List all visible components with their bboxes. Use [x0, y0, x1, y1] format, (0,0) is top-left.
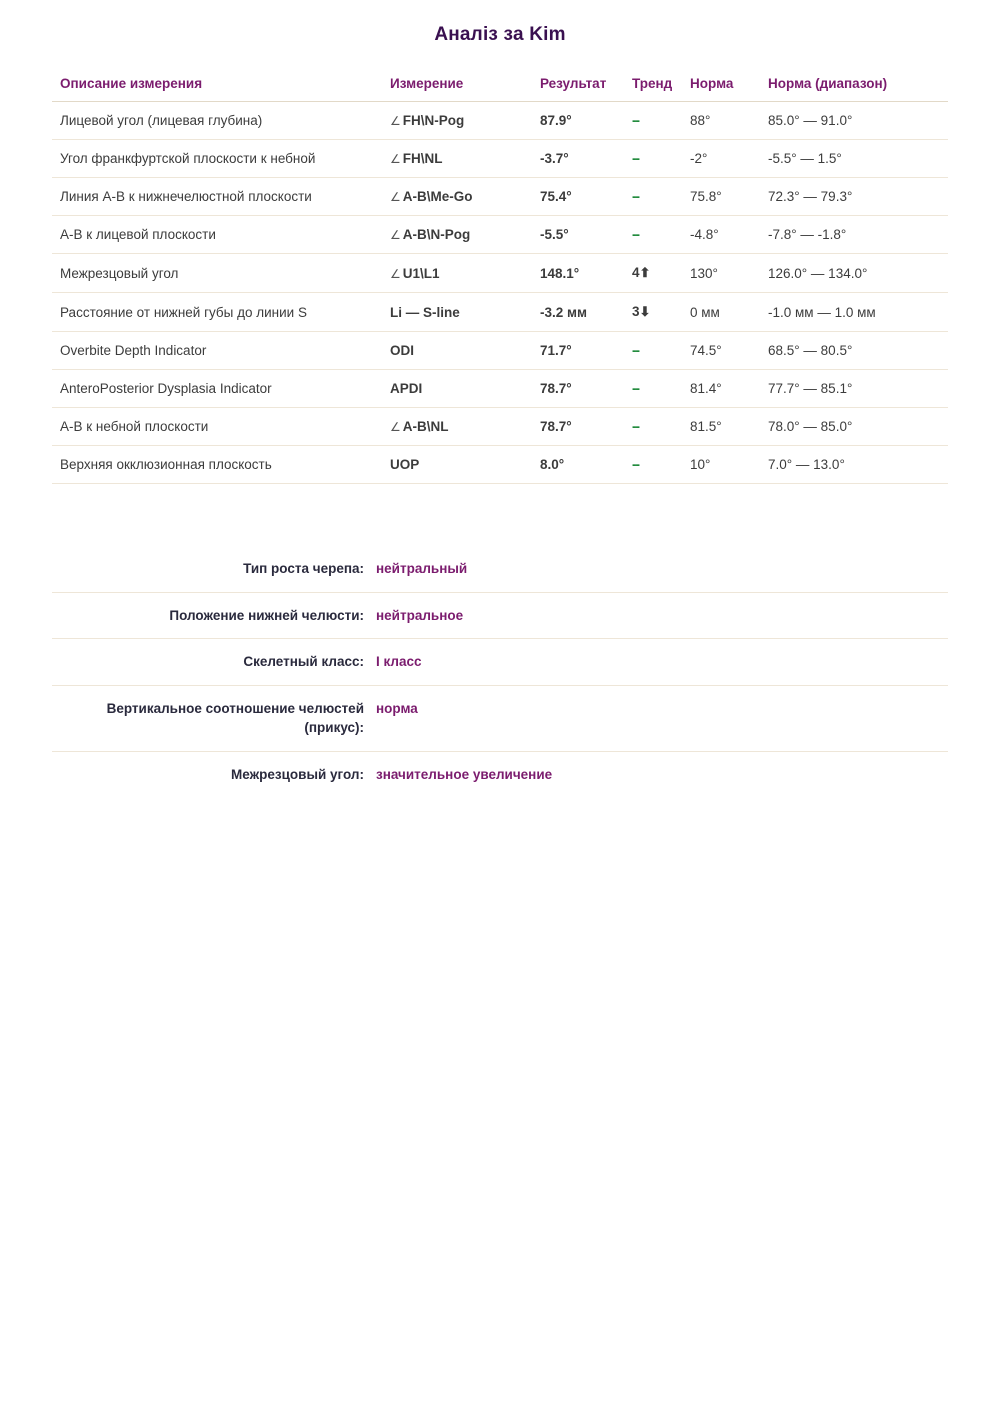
cell-range: 126.0° — 134.0° [760, 254, 948, 293]
cell-description: A-B к небной плоскости [52, 408, 382, 446]
cell-result: -3.7° [532, 140, 624, 178]
cell-trend [624, 293, 682, 332]
cell-trend [624, 178, 682, 216]
angle-icon: ∠ [390, 114, 401, 128]
cell-description: Лицевой угол (лицевая глубина) [52, 102, 382, 140]
cell-norm: 81.4° [682, 370, 760, 408]
summary-value: нейтральное [376, 607, 464, 623]
cell-measurement [382, 446, 532, 484]
cell-range: -7.8° — -1.8° [760, 216, 948, 254]
measurement-label: FH\N-Pog [402, 113, 465, 128]
cell-trend [624, 216, 682, 254]
cell-norm: 81.5° [682, 408, 760, 446]
trend-value: 4 [632, 265, 640, 280]
cell-range: 7.0° — 13.0° [760, 446, 948, 484]
trend-flat-icon: -- [632, 227, 639, 242]
summary-block [52, 546, 948, 797]
cell-norm: 0 мм [682, 293, 760, 332]
table-row [52, 140, 948, 178]
cell-result: 78.7° [532, 408, 624, 446]
table-body [52, 102, 948, 484]
cell-range: -1.0 мм — 1.0 мм [760, 293, 948, 332]
cell-measurement [382, 216, 532, 254]
column-header-range: Норма (диапазон) [760, 70, 948, 102]
page-title: Аналіз за Kim [434, 24, 566, 45]
trend-flat-icon: -- [632, 457, 639, 472]
table-row [52, 408, 948, 446]
summary-value: норма [376, 700, 418, 716]
cell-norm: 88° [682, 102, 760, 140]
summary-row [52, 546, 948, 593]
trend-value: 3 [632, 304, 640, 319]
measurement-label: APDI [390, 381, 423, 396]
measurement-label: A-B\N-Pog [402, 227, 471, 242]
cell-range: 85.0° — 91.0° [760, 102, 948, 140]
cell-description: Расстояние от нижней губы до линии S [52, 293, 382, 332]
cell-range: 68.5° — 80.5° [760, 332, 948, 370]
summary-row [52, 639, 948, 686]
cell-norm: 74.5° [682, 332, 760, 370]
cell-norm: -4.8° [682, 216, 760, 254]
table-row [52, 446, 948, 484]
summary-label: Вертикальное соотношение челюстей (прикус): [106, 700, 364, 736]
trend-flat-icon: -- [632, 151, 639, 166]
summary-row [52, 752, 948, 798]
cell-measurement [382, 408, 532, 446]
table-header [52, 70, 948, 102]
cell-result: 71.7° [532, 332, 624, 370]
arrow-up-icon: ⬆ [639, 265, 651, 280]
table-row [52, 216, 948, 254]
summary-value: нейтральный [376, 561, 468, 576]
summary-value: значительное увеличение [376, 766, 553, 782]
cell-result: 78.7° [532, 370, 624, 408]
column-header-result: Результат [532, 70, 624, 102]
cell-trend [624, 370, 682, 408]
trend-flat-icon: -- [632, 189, 639, 204]
column-header-description: Описание измерения [52, 70, 382, 102]
cell-description: AnteroPosterior Dysplasia Indicator [52, 370, 382, 408]
cell-measurement [382, 140, 532, 178]
trend-flat-icon: -- [632, 419, 639, 434]
cell-norm: 75.8° [682, 178, 760, 216]
cell-measurement [382, 370, 532, 408]
summary-label: Скелетный класс: [243, 654, 364, 670]
measurement-label: UOP [390, 457, 420, 472]
measurement-label: FH\NL [402, 151, 443, 166]
table-header-row [52, 70, 948, 102]
column-header-trend: Тренд [624, 70, 682, 102]
table-row [52, 102, 948, 140]
measurements-table-wrap [52, 70, 948, 484]
angle-icon: ∠ [390, 152, 401, 166]
cell-trend [624, 446, 682, 484]
cell-trend [624, 254, 682, 293]
angle-icon: ∠ [390, 228, 401, 242]
cell-norm: 10° [682, 446, 760, 484]
measurement-label: U1\L1 [402, 265, 440, 281]
cell-description: Линия A-B к нижнечелюстной плоскости [52, 178, 382, 216]
cell-norm: -2° [682, 140, 760, 178]
arrow-down-icon: ⬇ [639, 304, 651, 319]
summary-label: Положение нижней челюсти: [169, 607, 364, 623]
cell-norm: 130° [682, 254, 760, 293]
column-header-norm: Норма [682, 70, 760, 102]
cell-measurement [382, 332, 532, 370]
cell-result: 148.1° [532, 254, 624, 293]
cell-trend [624, 102, 682, 140]
summary-row [52, 593, 948, 640]
summary-label: Межрезцовый угол: [231, 766, 364, 782]
measurements-table [52, 70, 948, 484]
cell-measurement [382, 254, 532, 293]
cell-result: 87.9° [532, 102, 624, 140]
cell-result: -3.2 мм [532, 293, 624, 332]
summary-value: I класс [376, 654, 422, 670]
cell-measurement [382, 102, 532, 140]
cell-description: Угол франкфуртской плоскости к небной [52, 140, 382, 178]
cell-measurement [382, 293, 532, 332]
table-row [52, 254, 948, 293]
summary-label: Тип роста черепа: [243, 561, 364, 576]
table-row [52, 332, 948, 370]
cell-range: 77.7° — 85.1° [760, 370, 948, 408]
trend-flat-icon: -- [632, 381, 639, 396]
measurement-label: A-B\NL [402, 419, 449, 434]
table-row [52, 370, 948, 408]
table-row [52, 293, 948, 332]
cell-trend [624, 408, 682, 446]
measurement-label: A-B\Me-Go [402, 189, 473, 204]
column-header-measurement: Измерение [382, 70, 532, 102]
cell-description: A-B к лицевой плоскости [52, 216, 382, 254]
angle-icon: ∠ [390, 190, 401, 204]
cell-range: -5.5° — 1.5° [760, 140, 948, 178]
angle-icon: ∠ [390, 420, 401, 434]
cell-measurement [382, 178, 532, 216]
cell-range: 78.0° — 85.0° [760, 408, 948, 446]
cell-result: -5.5° [532, 216, 624, 254]
cell-range: 72.3° — 79.3° [760, 178, 948, 216]
measurement-label: Li — S-line [390, 304, 460, 320]
cell-description: Overbite Depth Indicator [52, 332, 382, 370]
angle-icon: ∠ [390, 266, 401, 281]
summary-row [52, 686, 948, 752]
trend-flat-icon: -- [632, 113, 639, 128]
cell-trend [624, 332, 682, 370]
cell-description: Верхняя окклюзионная плоскость [52, 446, 382, 484]
cell-result: 75.4° [532, 178, 624, 216]
measurement-label: ODI [390, 343, 415, 358]
cell-description: Межрезцовый угол [52, 254, 382, 293]
trend-flat-icon: -- [632, 343, 639, 358]
table-row [52, 178, 948, 216]
cell-trend [624, 140, 682, 178]
cell-result: 8.0° [532, 446, 624, 484]
